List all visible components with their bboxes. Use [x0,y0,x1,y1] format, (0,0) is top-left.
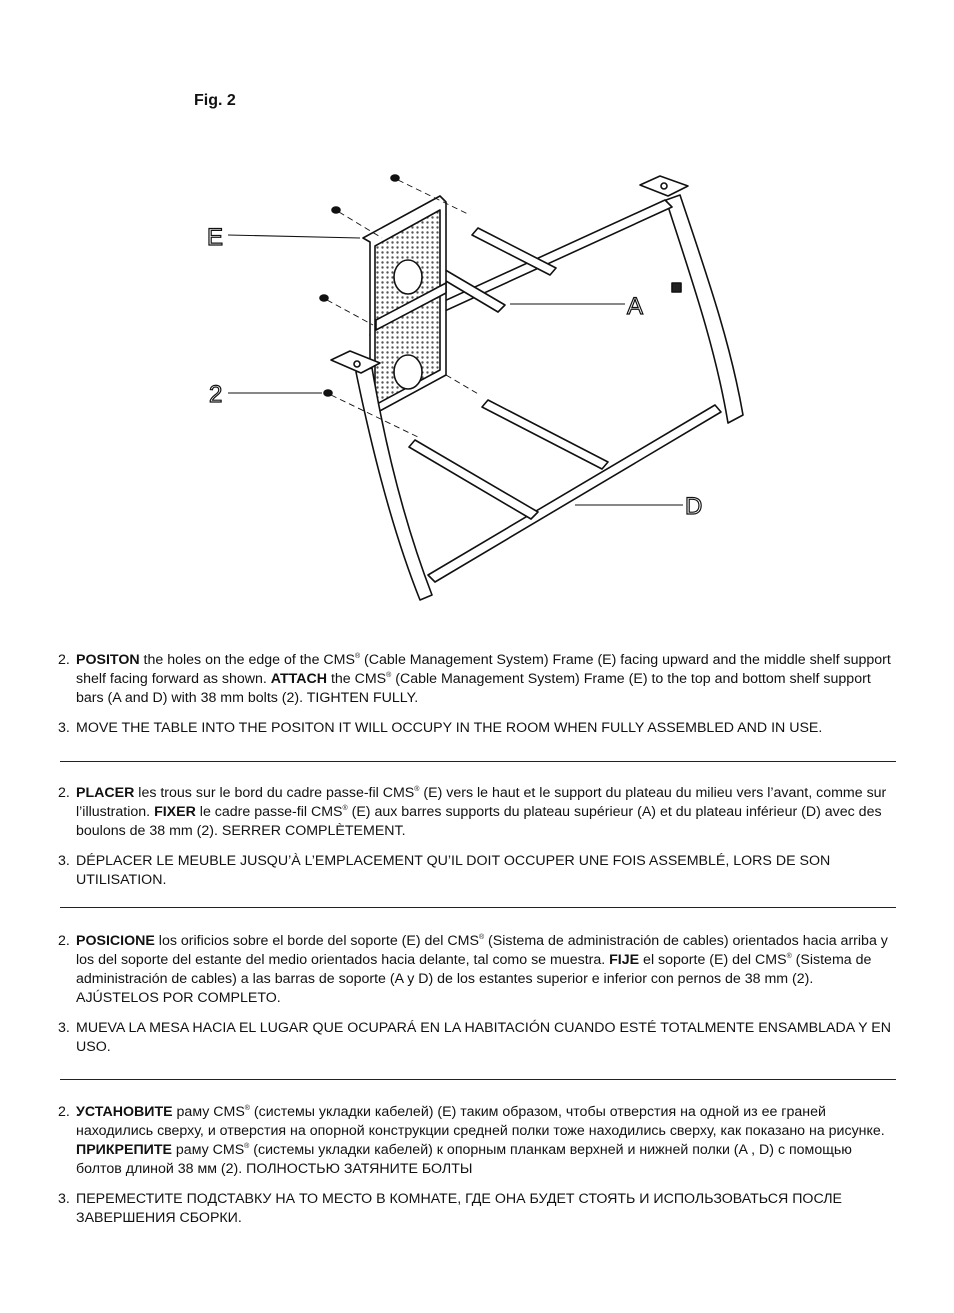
divider [60,907,896,908]
section-spanish [58,932,898,1057]
section-french [58,784,898,890]
instruction-step-3: 3. DÉPLACER LE MEUBLE JUSQU’À L’EMPLACEMENT QU’IL DOIT OCCUPER UNE FOIS ASSEMBLÉ, LORS DE SON UTILISATION. [58,853,831,888]
callout-a: A [627,293,644,320]
assembly-diagram [195,160,755,620]
instruction-step-2: 2. УСТАНОВИТЕ раму CMS® (системы укладки кабелей) (E) таким образом, чтобы отверстия на одной из ее граней находились сверху, и отверстия на опорной конструкции средней полки тоже находились сверху, как показано на рисунке. ПРИКРЕПИТЕ раму CMS® (системы укладки кабелей) к опорным планкам верхней и нижней полки (A , D) с помощью болтов длиной 38 мм (2). ПОЛНОСТЬЮ ЗАТЯНИТЕ БОЛТЫ [58,1104,885,1177]
bottom-bar-d [428,405,721,582]
bottom-crossbar-back [482,400,608,469]
section-russian [58,1103,898,1228]
instruction-step-2: 2. POSICIONE los orificios sobre el borde del soporte (E) del CMS® (Sistema de administración de cables) orientados hacia arriba y los del soporte del estante del medio orientados hacia delante, tal como se muestra. FIJE el soporte (E) del CMS® (Sistema de administración de cables) a las barras de soporte (A y D) de los estantes superior e inferior con pernos de 38 mm (2). AJÚSTELOS POR COMPLETO. [58,933,888,1006]
section-english [58,651,898,738]
top-crossbar-back [472,228,556,275]
instruction-step-3: 3. MOVE THE TABLE INTO THE POSITON IT WILL OCCUPY IN THE ROOM WHEN FULLY ASSEMBLED AND IN USE. [58,720,823,736]
divider [60,1079,896,1080]
right-top-plate [640,176,688,196]
bottom-crossbar-front [409,440,538,519]
right-leg [666,195,743,423]
instruction-step-3: 3. ПЕРЕМЕСТИТЕ ПОДСТАВКУ НА ТО МЕСТО В КОМНАТЕ, ГДЕ ОНА БУДЕТ СТОЯТЬ И ИСПОЛЬЗОВАТЬСЯ ПОСЛЕ ЗАВЕРШЕНИЯ СБОРКИ. [58,1191,843,1226]
instruction-step-3: 3. MUEVA LA MESA HACIA EL LUGAR QUE OCUPARÁ EN LA HABITACIÓN CUANDO ESTÉ TOTALMENTE ENSAMBLADA Y EN USO. [58,1020,891,1055]
callout-2: 2 [209,381,223,408]
callout-e: E [207,224,224,251]
figure-label: Fig. 2 [194,92,236,109]
callout-d: D [685,493,703,520]
instruction-step-2: 2. POSITON the holes on the edge of the CMS® (Cable Management System) Frame (E) facing upward and the middle shelf support shelf facing forward as shown. ATTACH the CMS® (Cable Management System) Frame (E) to the top and bottom shelf support bars (A and D) with 38 mm bolts (2). TIGHTEN FULLY. [58,652,891,706]
divider [60,761,896,762]
instruction-step-2: 2. PLACER les trous sur le bord du cadre passe-fil CMS® (E) vers le haut et le support du plateau du milieu vers l’avant, comme sur l’illustration. FIXER le cadre passe-fil CMS® (E) aux barres supports du plateau supérieur (A) et du plateau inférieur (D) avec des boulons de 38 mm (2). SERRER COMPLÈTEMENT. [58,785,887,839]
